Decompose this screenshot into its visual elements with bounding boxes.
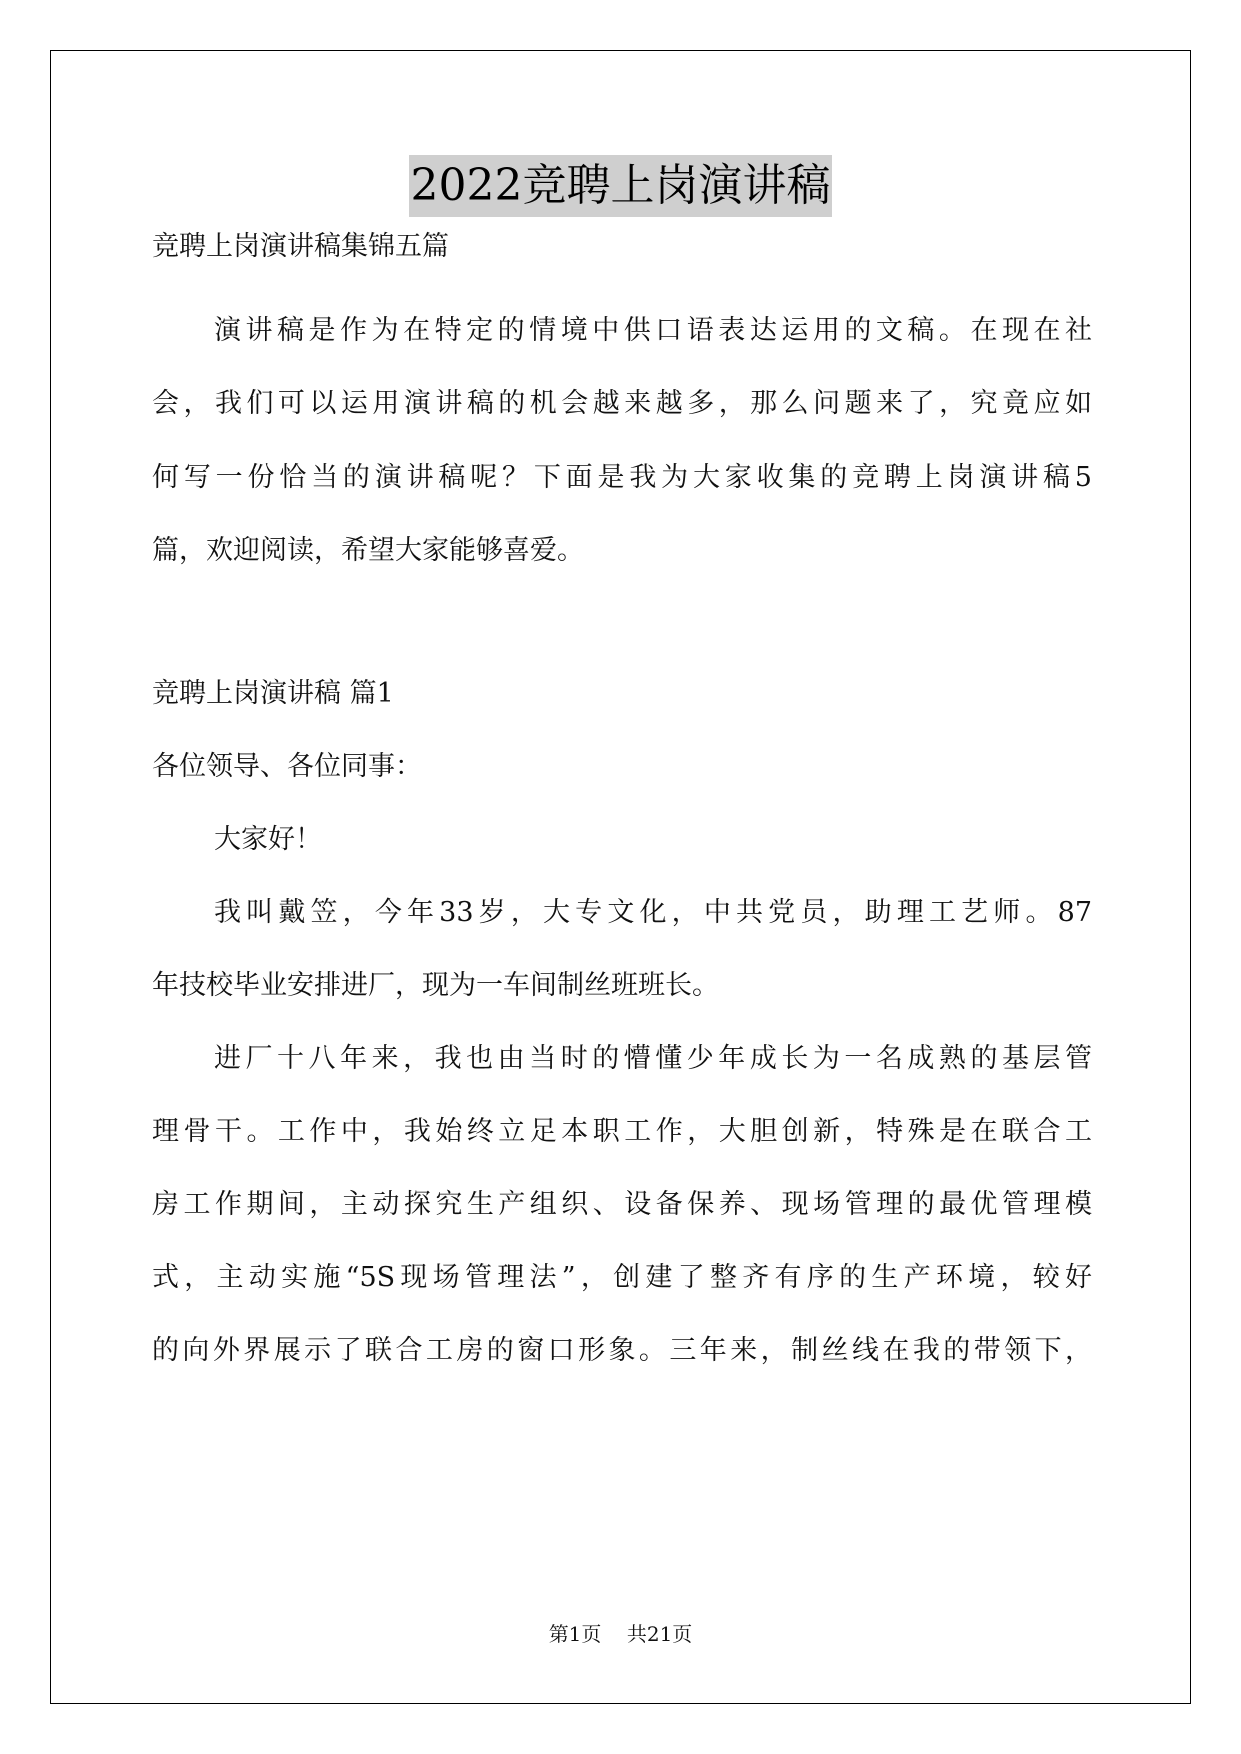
page-total: 共21页 — [626, 1622, 693, 1646]
page-footer — [0, 1620, 1241, 1648]
section-heading: 竞聘上岗演讲稿 篇1 — [152, 678, 394, 709]
salutation: 各位领导、各位同事： — [152, 751, 422, 782]
paragraph-line: 理骨干。工作中，我始终立足本职工作，大胆创新，特殊是在联合工 — [152, 1116, 1092, 1147]
document-title: 2022竞聘上岗演讲稿 — [409, 155, 833, 217]
title-wrap — [0, 155, 1241, 217]
page-border — [50, 50, 1191, 1704]
greeting: 大家好！ — [214, 824, 322, 855]
paragraph-line: 房工作期间，主动探究生产组织、设备保养、现场管理的最优管理模 — [152, 1189, 1092, 1220]
intro-line: 篇，欢迎阅读，希望大家能够喜爱。 — [152, 535, 584, 566]
page-number: 第1页 — [548, 1622, 602, 1646]
intro-line: 何写一份恰当的演讲稿呢？下面是我为大家收集的竞聘上岗演讲稿5 — [152, 462, 1092, 493]
intro-line: 演讲稿是作为在特定的情境中供口语表达运用的文稿。在现在社 — [214, 315, 1092, 346]
paragraph-line: 进厂十八年来，我也由当时的懵懂少年成长为一名成熟的基层管 — [214, 1043, 1092, 1074]
paragraph-line: 我叫戴笠，今年33岁，大专文化，中共党员，助理工艺师。87 — [214, 897, 1092, 928]
paragraph-line: 式，主动实施“5S现场管理法”，创建了整齐有序的生产环境，较好 — [152, 1262, 1092, 1293]
intro-line: 会，我们可以运用演讲稿的机会越来越多，那么问题来了，究竟应如 — [152, 388, 1092, 419]
paragraph-line: 年技校毕业安排进厂，现为一车间制丝班班长。 — [152, 970, 719, 1001]
document-subtitle: 竞聘上岗演讲稿集锦五篇 — [152, 231, 449, 262]
paragraph-line: 的向外界展示了联合工房的窗口形象。三年来，制丝线在我的带领下， — [152, 1335, 1092, 1366]
